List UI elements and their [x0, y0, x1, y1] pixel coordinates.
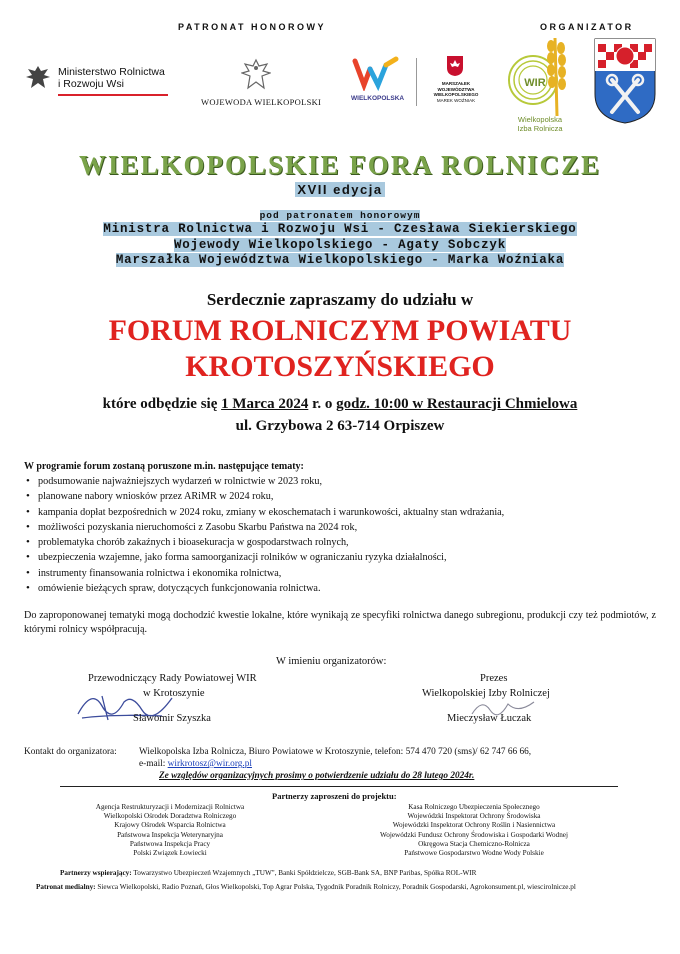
topic-item: • omówienie bieżących spraw, dotyczących funkcjonowania rolnictwa.	[38, 581, 504, 596]
right-signer-role-2: Wielkopolskiej Izby Rolniczej	[422, 688, 550, 699]
event-title-line-1: FORUM ROLNICZYM POWIATU	[108, 314, 572, 347]
wojewoda-text: WOJEWODA WIELKOPOLSKI	[201, 97, 322, 107]
event-date: 1 Marca 2024	[221, 396, 309, 412]
event-address: ul. Grzybowa 2 63-714 Orpiszew	[235, 418, 445, 434]
coat-of-arms-icon	[594, 38, 656, 124]
divider	[416, 58, 417, 106]
partners-title: Partnerzy zaproszeni do projektu:	[272, 791, 397, 801]
topics-list	[24, 474, 504, 596]
right-signer-name: Mieczysław Łuczak	[447, 713, 532, 724]
partner-item: Wojewódzki Fundusz Ochrony Środowiska i Gospodarki Wodnej	[380, 830, 568, 839]
topic-item: • problematyka chorób zakaźnych i bioasekuracja w gospodarstwach rolnych,	[38, 535, 504, 550]
event-time-place: godz. 10:00 w Restauracji Chmielowa	[336, 396, 578, 412]
eagle-icon	[241, 58, 271, 94]
ministry-name: Ministerstwo Rolnictwa i Rozwoju Wsi	[58, 66, 165, 90]
program-intro: W programie forum zostaną poruszone m.in. następujące tematy:	[24, 461, 304, 472]
partner-item: Wojewódzki Inspektorat Ochrony Roślin i Nasiennictwa	[392, 821, 556, 830]
topic-item: • ubezpieczenia wzajemne, jako forma samoorganizacji rolników w ograniczaniu ryzyka działalności,	[38, 550, 504, 565]
confirm-note: Ze względów organizacyjnych prosimy o potwierdzenie udziału do 28 lutego 2024r.	[159, 771, 475, 781]
topic-item: • kampania dopłat bezpośrednich w 2024 roku, zmiany w ekoschematach i warunkowości, aktualny stan wdrażania,	[38, 505, 504, 520]
marszalek-text: MARSZAŁEK WOJEWÓDZTWA WIELKOPOLSKIEGO MAREK WOŹNIAK	[433, 81, 479, 103]
patronat-label: PATRONAT HONOROWY	[178, 22, 326, 32]
contact-line: Wielkopolska Izba Rolnicza, Biuro Powiatowe w Krotoszynie, telefon: 574 470 720 (sms)/ 62 747 66 66,	[139, 747, 532, 757]
wir-name: Wielkopolska Izba Rolnicza	[517, 115, 563, 133]
topic-item: • planowane nabory wniosków przez ARiMR w 2024 roku,	[38, 489, 504, 504]
partner-item: Państwowe Gospodarstwo Wodne Wody Polskie	[404, 849, 544, 858]
left-signer-name: Sławomir Szyszka	[133, 713, 211, 724]
contact-email-link[interactable]: wirkrotosz@wir.org.pl	[167, 759, 252, 769]
patron-3: Marszałka Województwa Wielkopolskiego - Marka Woźniaka	[115, 253, 565, 267]
patron-1: Ministra Rolnictwa i Rozwoju Wsi - Czesława Siekierskiego	[103, 222, 577, 236]
partner-item: Państwowa Inspekcja Weterynaryjna	[117, 830, 223, 839]
wojewoda-eagle	[241, 58, 271, 94]
partner-item: Państwowa Inspekcja Pracy	[129, 839, 211, 848]
edition: XVII edycja	[297, 182, 383, 197]
marszalek-crest	[446, 55, 464, 77]
ministry-red-line	[58, 94, 168, 96]
patronage-intro-wrap	[0, 210, 680, 221]
patronage-intro: pod patronatem honorowym	[259, 210, 421, 221]
ministry-logo	[22, 62, 54, 94]
contact-email-line: e-mail: wirkrotosz@wir.org.pl	[139, 759, 252, 769]
separator-line	[60, 786, 618, 787]
topic-item: • możliwości pozyskania nieruchomości z Zasobu Skarbu Państwa na 2024 rok,	[38, 520, 504, 535]
polish-eagle-icon	[22, 62, 54, 94]
topic-item: • instrumenty finansowania rolnictwa i ekonomika rolnictwa,	[38, 566, 504, 581]
left-signer-role-1: Przewodniczący Rady Powiatowej WIR	[88, 673, 257, 684]
red-shield-icon	[446, 55, 464, 77]
media-patrons: Patronat medialny: Siewca Wielkopolski, Radio Poznań, Głos Wielkopolski, Top Agrar Polska, Tygodnik Poradnik Rolniczy, Poradnik Gospodarski, Agrokonsument.pl, wiescirolnicze.pl	[36, 883, 576, 891]
on-behalf: W imieniu organizatorów:	[276, 656, 387, 667]
wielkopolska-logo	[352, 55, 400, 91]
contact-label: Kontakt do organizatora:	[24, 747, 117, 757]
topic-item: • podsumowanie najważniejszych wydarzeń w rolnictwie w 2023 roku,	[38, 474, 504, 489]
partners-left-list	[60, 803, 280, 858]
edition-wrap	[0, 182, 680, 197]
partners-right-list	[358, 803, 590, 858]
partner-item: Wielkopolski Ośrodek Doradztwa Rolniczego	[103, 812, 237, 821]
event-when: które odbędzie się 1 Marca 2024 r. o godz. 10:00 w Restauracji Chmielowa	[102, 396, 578, 412]
w-mark-icon	[352, 55, 400, 91]
partner-item: Kasa Rolniczego Ubezpieczenia Społecznego	[408, 803, 540, 811]
invitation-intro: Serdecznie zapraszamy do udziału w	[206, 290, 474, 309]
right-signer-role-1: Prezes	[480, 673, 508, 684]
patron-2-wrap	[0, 238, 680, 252]
supporting-partners: Partnerzy wspierający: Towarzystwo Ubezpieczeń Wzajemnych „TUW", Banki Spółdzielcze, SGB-Bank SA, BNP Paribas, Spółka ROL-WIR	[60, 869, 477, 877]
krotoszyn-coat-of-arms	[594, 38, 656, 124]
wheat-wir-icon	[505, 36, 571, 118]
wir-mark-text: WIR	[524, 77, 546, 89]
program-note: Do zaproponowanej tematyki mogą dochodzić kwestie lokalne, które wynikają ze specyfiki rolnictwa danego subregionu, produkcji czy też podmiotów, z którymi rolnicy współpracują.	[24, 610, 656, 635]
patron-1-wrap	[0, 222, 680, 236]
wir-logo	[505, 36, 571, 118]
main-title: WIELKOPOLSKIE FORA ROLNICZE	[78, 150, 602, 180]
patron-2: Wojewody Wielkopolskiego - Agaty Sobczyk	[173, 238, 507, 252]
patron-3-wrap	[0, 253, 680, 267]
partner-item: Krajowy Ośrodek Wsparcia Rolnictwa	[114, 821, 226, 830]
organizator-label: ORGANIZATOR	[540, 22, 634, 32]
event-title-line-2: KROTOSZYŃSKIEGO	[185, 350, 495, 383]
partner-item: Polski Związek Łowiecki	[133, 849, 207, 858]
partner-item: Okręgowa Stacja Chemiczno-Rolnicza	[418, 839, 530, 848]
partner-item: Agencja Restrukturyzacji i Modernizacji Rolnictwa	[95, 803, 245, 811]
wielkopolska-text: WIELKOPOLSKA	[351, 95, 405, 102]
left-signer-role-2: w Krotoszynie	[143, 688, 205, 699]
partner-item: Wojewódzki Inspektorat Ochrony Środowiska	[407, 812, 541, 821]
